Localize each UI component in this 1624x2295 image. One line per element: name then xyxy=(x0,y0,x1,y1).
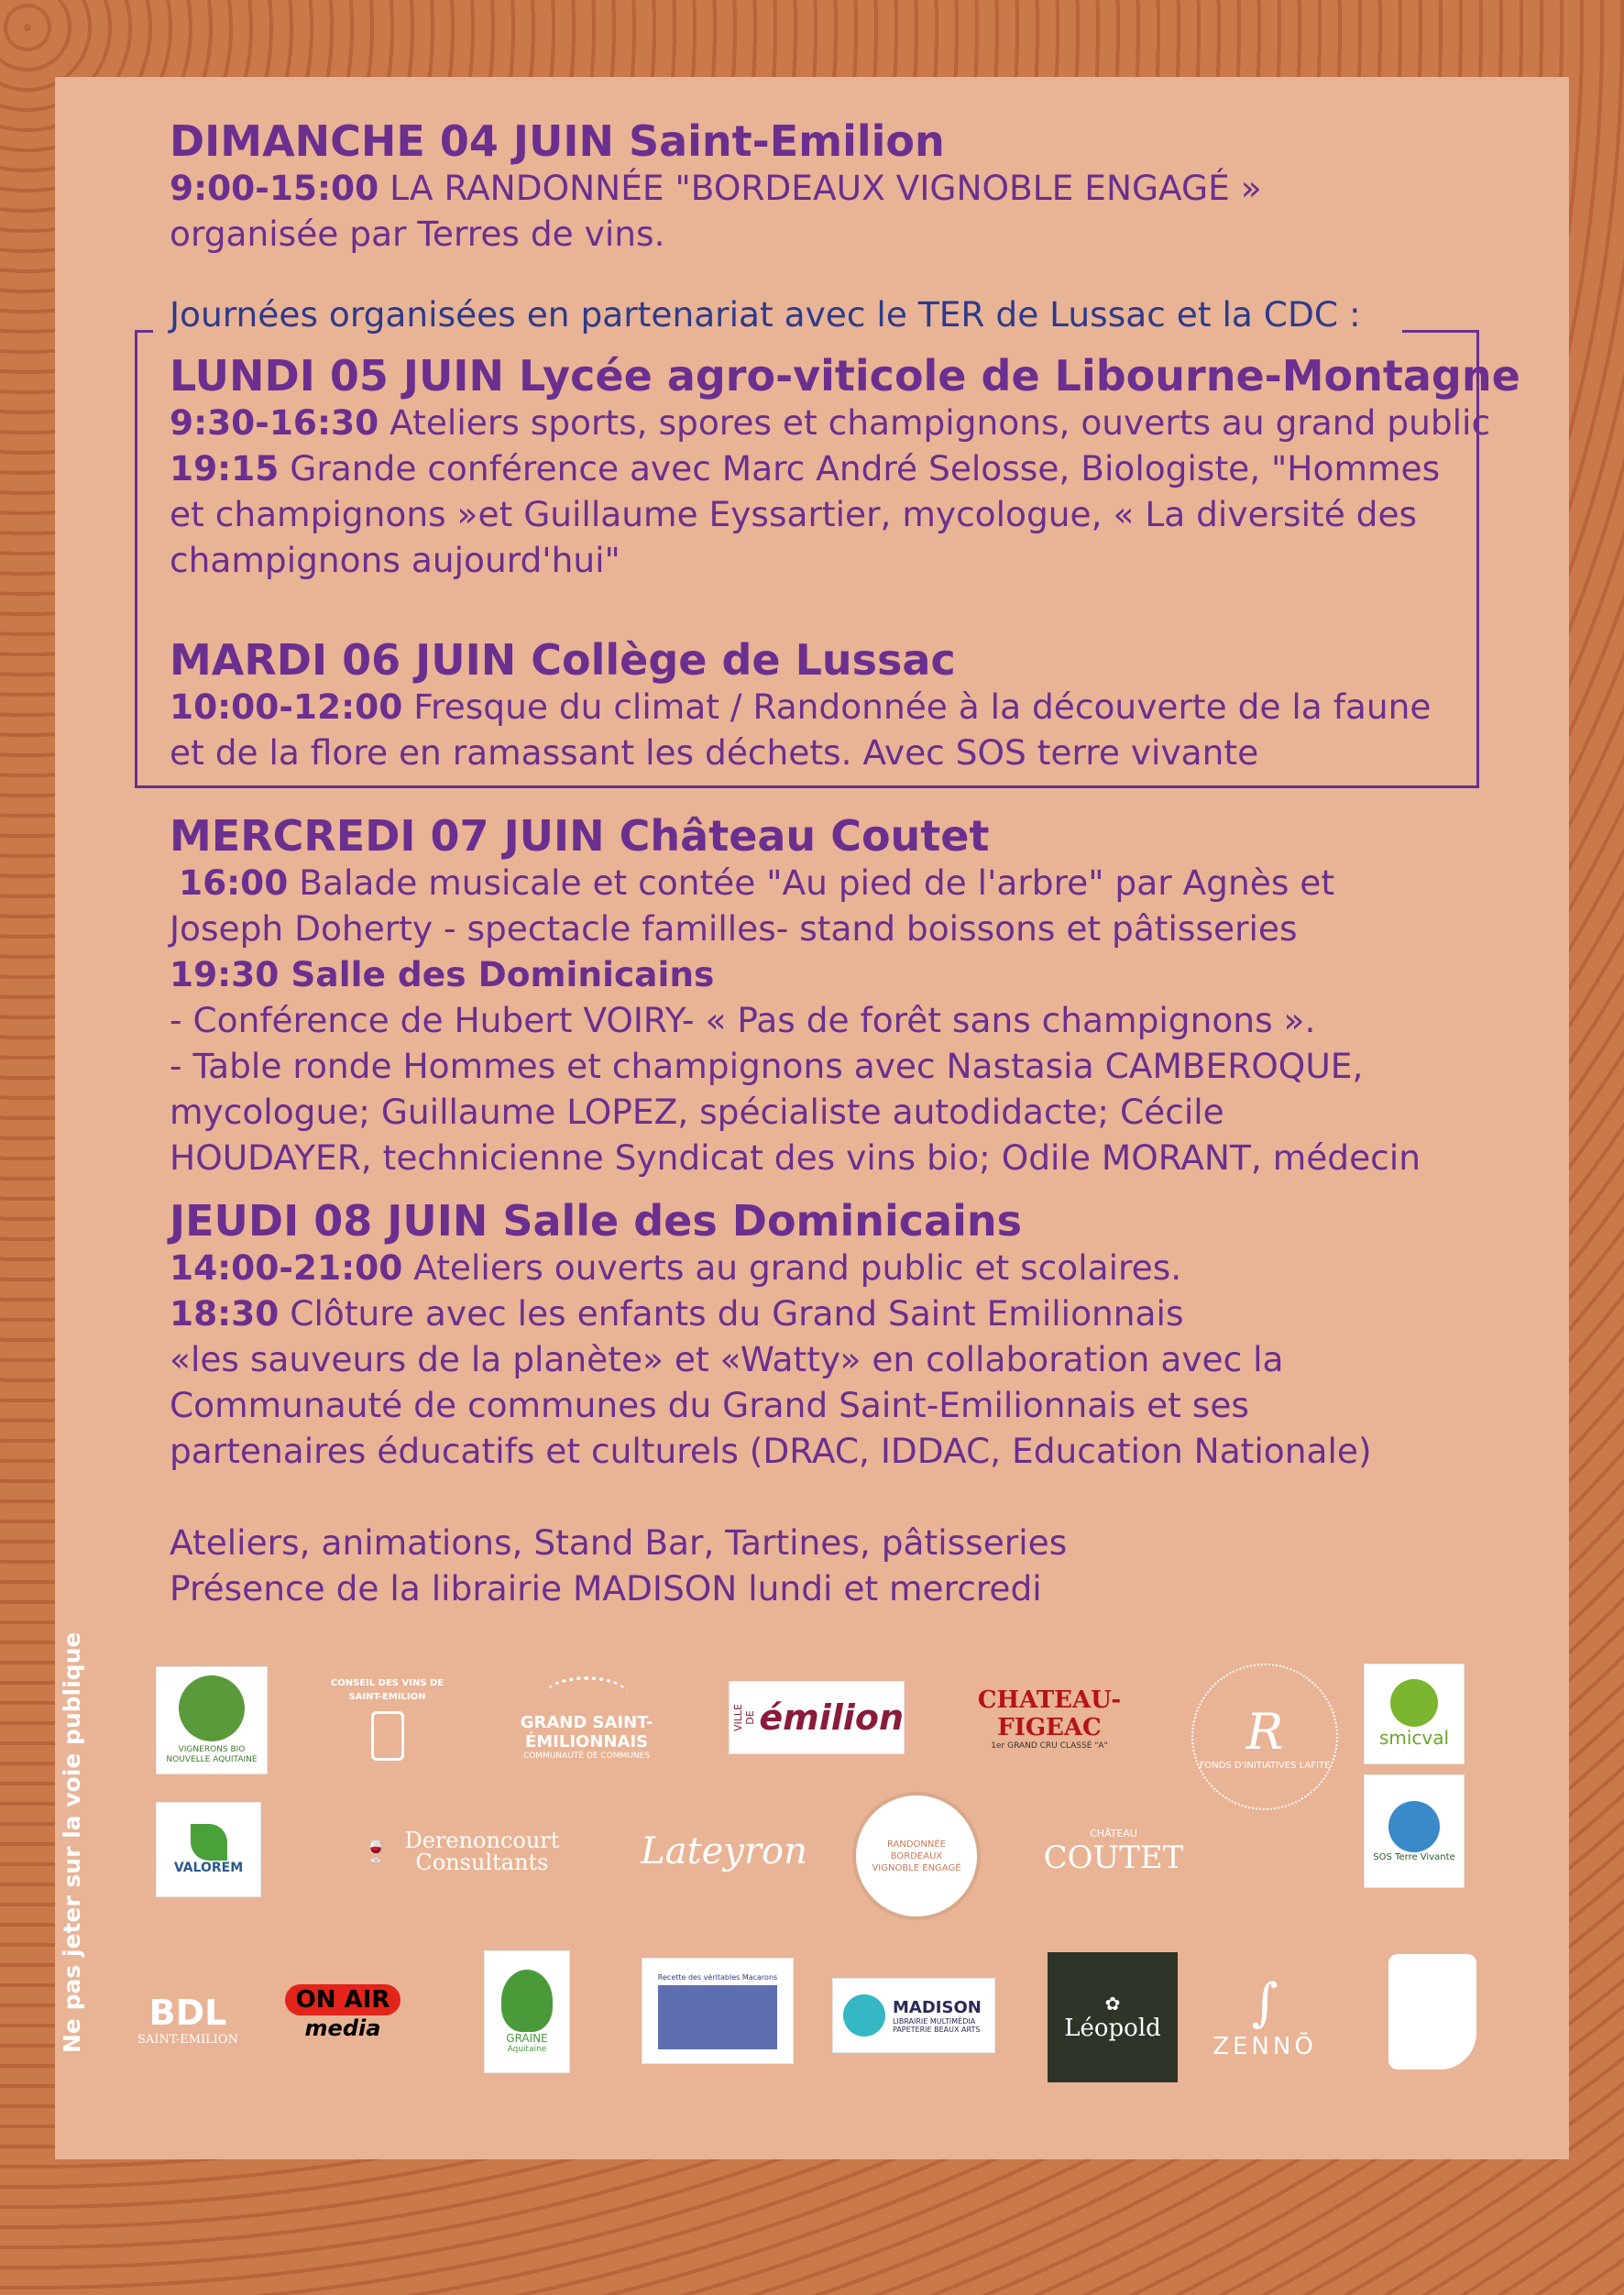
event-time: 9:00-15:00 xyxy=(170,168,379,208)
vignerons-bio-logo: VIGNERONS BIO NOUVELLE AQUITAINE xyxy=(156,1666,268,1774)
dots-icon xyxy=(545,1676,628,1713)
event-line: Joseph Doherty - spectacle familles- stand boissons et pâtisseries xyxy=(170,908,1298,949)
bdl-logo: BDL SAINT-EMILION xyxy=(137,1992,238,2047)
event-time: 14:00-21:00 xyxy=(170,1247,403,1288)
event-line: 18:30 Clôture avec les enfants du Grand Saint Emilionnais xyxy=(170,1293,1184,1334)
event-time: 19:30 Salle des Dominicains xyxy=(170,954,715,994)
day-heading-tuesday: MARDI 06 JUIN Collège de Lussac xyxy=(170,635,956,685)
conseil-vins-logo: CONSEIL DES VINS DE SAINT-EMILION xyxy=(325,1668,449,1769)
partner-title: Journées organisées en partenariat avec le TER de Lussac et la CDC : xyxy=(170,294,1361,335)
leopold-logo: ✿ Léopold xyxy=(1048,1952,1178,2082)
day-heading-thursday: JEUDI 08 JUIN Salle des Dominicains xyxy=(170,1196,1022,1246)
m-icon xyxy=(843,1994,885,2037)
mask-logo xyxy=(1382,1949,1483,2075)
event-line: 19:15 Grande conférence avec Marc André Selosse, Biologiste, "Hommes xyxy=(170,448,1441,489)
event-line: partenaires éducatifs et culturels (DRAC, IDDAC, Education Nationale) xyxy=(170,1431,1372,1471)
event-line: HOUDAYER, technicienne Syndicat des vins bio; Odile MORANT, médecin xyxy=(170,1137,1421,1178)
swirl-icon: ∫ xyxy=(1251,1972,1278,2033)
zenno-logo: ∫ ZENNŌ xyxy=(1213,1972,1317,2060)
event-line: et champignons »et Guillaume Eyssartier, mycologue, « La diversité des xyxy=(170,494,1418,534)
mask-icon xyxy=(1388,1954,1476,2070)
schedule xyxy=(170,116,1520,1611)
lateyron-logo: Lateyron xyxy=(641,1830,807,1872)
ville-saint-emilion-logo: VILLE DE émilion xyxy=(729,1681,905,1754)
event-time: 18:30 xyxy=(170,1293,280,1334)
macarons-recipe-logo: Recette des véritables Macarons xyxy=(642,1958,794,2064)
event-line: - Table ronde Hommes et champignons avec Nastasia CAMBEROQUE, xyxy=(170,1046,1364,1086)
event-line: 9:30-16:30 Ateliers sports, spores et champignons, ouverts au grand public xyxy=(170,402,1491,443)
event-line: - Conférence de Hubert VOIRY- « Pas de forêt sans champignons ». xyxy=(170,1000,1316,1040)
day-heading-sunday: DIMANCHE 04 JUIN Saint-Emilion xyxy=(170,116,945,166)
tree-icon: ✿ xyxy=(1104,1993,1121,2015)
leaf-icon xyxy=(179,1675,245,1741)
oak-leaf-icon xyxy=(501,1970,553,2032)
event-line: organisée par Terres de vins. xyxy=(170,214,665,254)
derenoncourt-logo: 🍷 Derenoncourt Consultants xyxy=(362,1828,560,1875)
randonnee-logo: RANDONNÉE BORDEAUX VIGNOBLE ENGAGÉ xyxy=(852,1792,981,1920)
event-line: et de la flore en ramassant les déchets. Avec SOS terre vivante xyxy=(170,732,1259,773)
event-line: «les sauveurs de la planète» et «Watty» en collaboration avec la xyxy=(170,1339,1284,1379)
wine-glass-icon: 🍷 xyxy=(362,1839,390,1864)
day-heading-wednesday: MERCREDI 07 JUIN Château Coutet xyxy=(170,811,990,861)
chateau-figeac-logo: CHATEAU-FIGEAC 1er GRAND CRU CLASSÉ "A" xyxy=(977,1686,1122,1751)
event-line: champignons aujourd'hui" xyxy=(170,540,620,580)
side-note: Ne pas jeter sur la voie publique xyxy=(59,1631,85,2053)
event-line: 10:00-12:00 Fresque du climat / Randonnée à la découverte de la faune xyxy=(170,686,1432,727)
madison-logo: MADISON LIBRAIRIE MULTIMÉDIA PAPETERIE BEAUX ARTS xyxy=(832,1978,995,2053)
bottle-icon xyxy=(371,1711,404,1761)
smicval-logo: smicval xyxy=(1364,1664,1465,1764)
illustration-icon xyxy=(658,1985,777,2049)
event-time: 9:30-16:30 xyxy=(170,402,379,443)
chateau-coutet-logo: CHÂTEAU COUTET xyxy=(1043,1827,1184,1876)
earth-icon xyxy=(1388,1801,1440,1852)
event-line: mycologue; Guillaume LOPEZ, spécialiste autodidacte; Cécile xyxy=(170,1092,1224,1132)
lafite-logo: R FONDS D'INITIATIVES LAFITE xyxy=(1191,1664,1338,1810)
day-heading-monday: LUNDI 05 JUIN Lycée agro-viticole de Libourne-Montagne xyxy=(170,351,1520,401)
r-monogram-icon: R xyxy=(1245,1703,1284,1761)
footer-note: Présence de la librairie MADISON lundi et mercredi xyxy=(170,1568,1042,1609)
leaf-icon xyxy=(191,1824,227,1861)
event-time: 10:00-12:00 xyxy=(170,686,403,727)
event-line: 9:00-15:00 LA RANDONNÉE "BORDEAUX VIGNOBLE ENGAGÉ » xyxy=(170,168,1262,208)
sos-terre-vivante-logo: SOS Terre Vivante xyxy=(1364,1774,1465,1888)
event-time: 19:15 xyxy=(170,448,280,489)
event-time: 16:00 xyxy=(179,862,289,903)
event-line: Communauté de communes du Grand Saint-Emilionnais et ses xyxy=(170,1385,1249,1425)
circle-icon xyxy=(1390,1679,1438,1727)
graine-aquitaine-logo: GRAINE Aquitaine xyxy=(484,1950,570,2073)
event-line: 14:00-21:00 Ateliers ouverts au grand public et scolaires. xyxy=(170,1247,1182,1288)
event-line: 16:00 Balade musicale et contée "Au pied de l'arbre" par Agnès et xyxy=(179,862,1335,903)
footer-note: Ateliers, animations, Stand Bar, Tartines, pâtisseries xyxy=(170,1522,1068,1563)
valorem-logo: VALOREM xyxy=(156,1802,261,1897)
on-air-media-logo: ON AIR media xyxy=(271,1971,414,2055)
grand-saint-emilionnais-logo: GRAND SAINT-ÉMILIONNAIS COMMUNAUTÉ DE COMMUNES xyxy=(495,1664,678,1773)
